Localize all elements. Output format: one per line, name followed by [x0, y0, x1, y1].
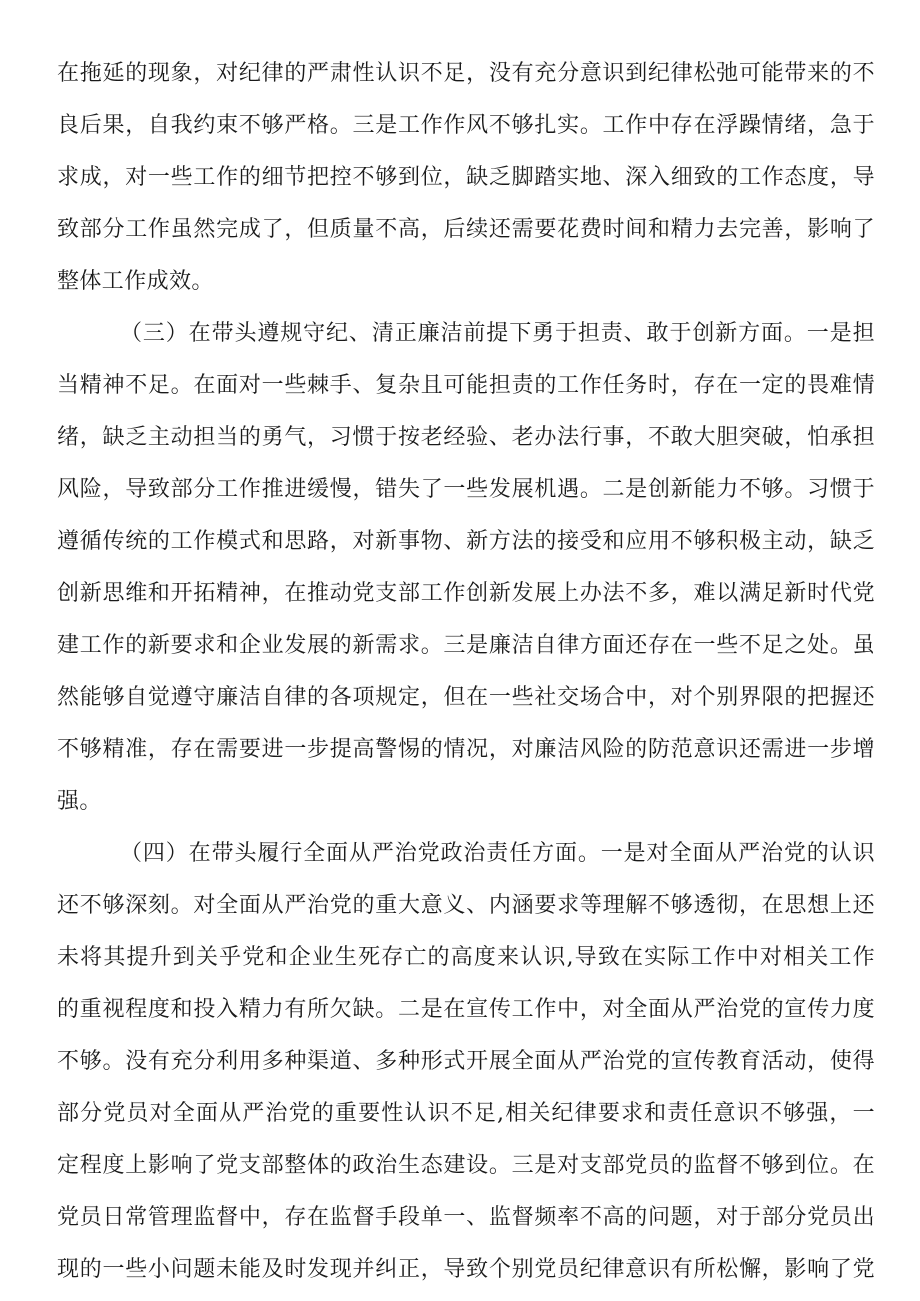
- text-line: 未将其提升到关乎党和企业生死存亡的高度来认识,导致在实际工作中对相关工作: [57, 945, 875, 970]
- text-line: 良后果，自我约束不够严格。三是工作作风不够扎实。工作中存在浮躁情绪，急于: [57, 113, 875, 138]
- text-line: 不够精准，存在需要进一步提高警惕的情况，对廉洁风险的防范意识还需进一步增: [57, 737, 875, 762]
- text-line: 的重视程度和投入精力有所欠缺。二是在宣传工作中，对全面从严治党的宣传力度: [57, 997, 875, 1022]
- text-line: 建工作的新要求和企业发展的新需求。三是廉洁自律方面还存在一些不足之处。虽: [57, 633, 875, 658]
- paragraph-first-line: （四）在带头履行全面从严治党政治责任方面。一是对全面从严治党的认识: [120, 841, 875, 866]
- text-line: 在拖延的现象，对纪律的严肃性认识不足，没有充分意识到纪律松弛可能带来的不: [57, 61, 875, 86]
- text-line: 遵循传统的工作模式和思路，对新事物、新方法的接受和应用不够积极主动，缺乏: [57, 529, 875, 554]
- paragraph-first-line: （三）在带头遵规守纪、清正廉洁前提下勇于担责、敢于创新方面。一是担: [120, 321, 875, 346]
- text-line: 党员日常管理监督中，存在监督手段单一、监督频率不高的问题，对于部分党员出: [57, 1205, 875, 1230]
- text-line: 不够。没有充分利用多种渠道、多种形式开展全面从严治党的宣传教育活动，使得: [57, 1049, 875, 1074]
- text-line: 部分党员对全面从严治党的重要性认识不足,相关纪律要求和责任意识不够强，一: [57, 1101, 875, 1126]
- text-line: 创新思维和开拓精神，在推动党支部工作创新发展上办法不多，难以满足新时代党: [57, 581, 875, 606]
- text-line: 还不够深刻。对全面从严治党的重大意义、内涵要求等理解不够透彻，在思想上还: [57, 893, 875, 918]
- text-line: 定程度上影响了党支部整体的政治生态建设。三是对支部党员的监督不够到位。在: [57, 1153, 875, 1178]
- text-line: 强。: [57, 789, 102, 814]
- text-line: 然能够自觉遵守廉洁自律的各项规定，但在一些社交场合中，对个别界限的把握还: [57, 685, 875, 710]
- text-line: 当精神不足。在面对一些棘手、复杂且可能担责的工作任务时，存在一定的畏难情: [57, 373, 875, 398]
- text-line: 现的一些小问题未能及时发现并纠正，导致个别党员纪律意识有所松懈，影响了党: [57, 1257, 875, 1282]
- text-line: 风险，导致部分工作推进缓慢，错失了一些发展机遇。二是创新能力不够。习惯于: [57, 477, 875, 502]
- text-line: 绪，缺乏主动担当的勇气，习惯于按老经验、老办法行事，不敢大胆突破，怕承担: [57, 425, 875, 450]
- text-line: 求成，对一些工作的细节把控不够到位，缺乏脚踏实地、深入细致的工作态度，导: [57, 165, 875, 190]
- text-line: 致部分工作虽然完成了，但质量不高，后续还需要花费时间和精力去完善，影响了: [57, 217, 875, 242]
- text-line: 整体工作成效。: [57, 269, 214, 294]
